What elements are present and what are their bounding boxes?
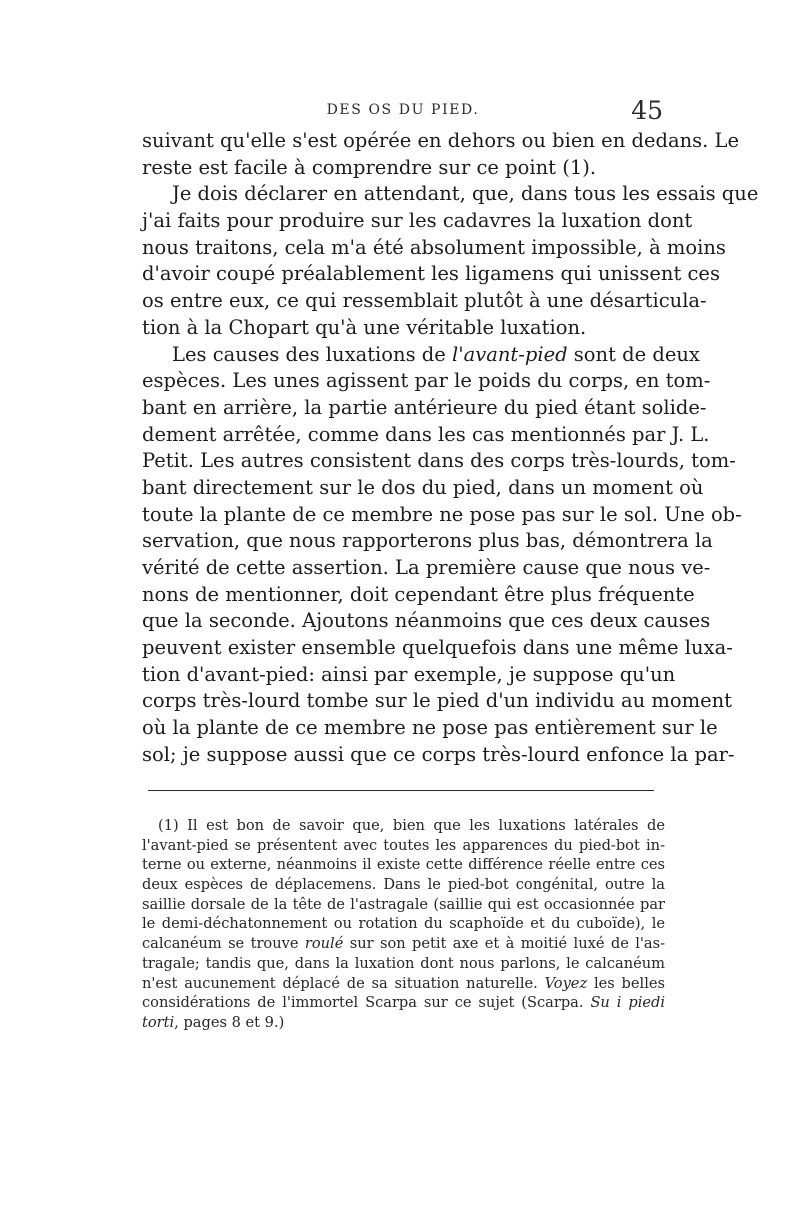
footnote-line: tragale; tandis que, dans la luxation dont nous parlons, le calcanéum — [142, 954, 665, 972]
body-text — [142, 128, 759, 769]
text-line: os entre eux, ce qui ressemblait plutôt à une désarticula- — [142, 289, 707, 313]
footnote-line: saillie dorsale de la tête de l'astragale (saillie qui est occasionnée par — [142, 895, 665, 913]
footnote-separator-rule — [148, 790, 654, 791]
text-line: Je dois déclarer en attendant, que, dans tous les essais que — [172, 182, 759, 206]
footnote-line: terne ou externe, néanmoins il existe cette différence réelle entre ces — [142, 856, 665, 874]
text-line: que la seconde. Ajoutons néanmoins que ces deux causes — [142, 609, 711, 633]
footnote-line — [142, 974, 665, 994]
text-line: vérité de cette assertion. La première cause que nous ve- — [142, 556, 711, 579]
text-line: Petit. Les autres consistent dans des corps très-lourds, tom- — [142, 449, 736, 473]
italic-term: Voyez — [544, 974, 588, 992]
text-line: espèces. Les unes agissent par le poids du corps, en tom- — [142, 369, 711, 393]
text-run: calcanéum se trouve — [142, 935, 305, 953]
text-line: servation, que nous rapporterons plus bas, démontrera la — [142, 529, 713, 553]
text-line: toute la plante de ce membre ne pose pas sur le sol. Une ob- — [142, 502, 742, 526]
footnote-line: l'avant-pied se présentent avec toutes les apparences du pied-bot in- — [142, 836, 665, 854]
text-line: nons de mentionner, doit cependant être plus fréquente — [142, 582, 695, 606]
text-line: tion à la Chopart qu'à une véritable luxation. — [142, 315, 587, 339]
text-line: corps très-lourd tombe sur le pied d'un individu au moment — [142, 689, 732, 713]
text-line: nous traitons, cela m'a été absolument impossible, à moins — [142, 235, 726, 259]
text-line: suivant qu'elle s'est opérée en dehors ou bien en dedans. Le — [142, 129, 740, 152]
italic-term: l'avant-pied — [452, 342, 568, 366]
footnote-line — [142, 993, 665, 1013]
text-line: peuvent exister ensemble quelquefois dans une même luxa- — [142, 636, 733, 660]
text-line: bant directement sur le dos du pied, dans un moment où — [142, 475, 704, 499]
footnote-line: deux espèces de déplacemens. Dans le pied-bot congénital, outre la — [142, 876, 665, 894]
text-run: sont de deux — [567, 342, 700, 366]
page-header — [143, 96, 663, 126]
text-run: considérations de l'immortel Scarpa sur ce sujet (Scarpa. — [142, 994, 591, 1012]
italic-term: Su i piedi — [590, 994, 666, 1012]
text-line: bant en arrière, la partie antérieure du pied étant solide- — [142, 395, 707, 419]
footnote-line — [142, 934, 665, 954]
text-run: n'est aucunement déplacé de sa situation naturelle. — [142, 974, 545, 992]
text-line: sol; je suppose aussi que ce corps très-lourd enfonce la par- — [142, 742, 735, 766]
italic-term: roulé — [304, 935, 344, 953]
footnote — [142, 816, 665, 1033]
footnote-line: (1) Il est bon de savoir que, bien que les luxations latérales de — [158, 817, 665, 834]
text-line: dement arrêtée, comme dans les cas mentionnés par J. L. — [142, 422, 710, 446]
text-line: j'ai faits pour produire sur les cadavres la luxation dont — [142, 209, 693, 233]
text-line: où la plante de ce membre ne pose pas entièrement sur le — [142, 716, 718, 740]
text-line: d'avoir coupé préalablement les ligamens qui unissent ces — [142, 262, 720, 286]
text-run: , pages 8 et 9.) — [174, 1013, 285, 1031]
page-number: 45 — [631, 96, 663, 125]
running-title: DES OS DU PIED. — [326, 102, 480, 118]
text-line: reste est facile à comprendre sur ce point (1). — [142, 155, 597, 179]
text-run: les belles — [587, 974, 665, 992]
text-run: sur son petit axe et à moitié luxé de l'as- — [343, 935, 666, 953]
text-line — [142, 342, 700, 369]
italic-term: torti — [142, 1013, 175, 1031]
text-run: Les causes des luxations de — [172, 342, 452, 366]
footnote-line — [142, 1013, 665, 1033]
text-line: tion d'avant-pied: ainsi par exemple, je suppose qu'un — [142, 662, 676, 686]
footnote-line: le demi-déchatonnement ou rotation du scaphoïde et du cuboïde), le — [142, 915, 665, 933]
